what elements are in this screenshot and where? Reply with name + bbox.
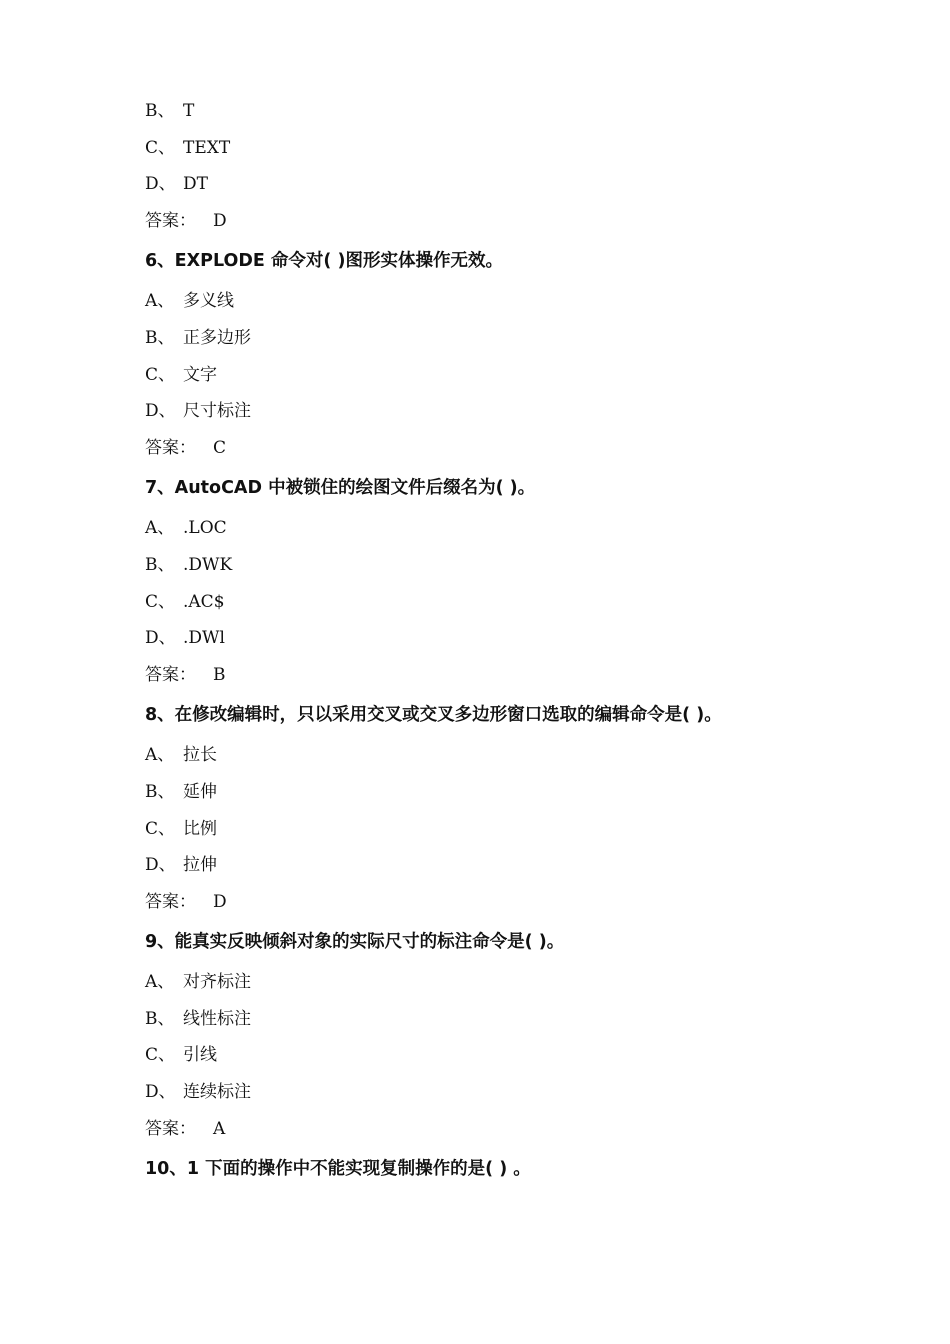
option-letter: B、	[145, 101, 175, 121]
option-letter: D、	[145, 401, 176, 422]
option-text: DT	[183, 174, 208, 195]
option-letter: B、	[145, 554, 175, 575]
option-text: 对齐标注	[183, 972, 251, 993]
option-item	[145, 1074, 905, 1111]
option-item	[145, 774, 905, 811]
option-item	[145, 393, 905, 430]
option-text: 连续标注	[183, 1082, 251, 1103]
answer-value: D	[213, 210, 227, 231]
question-text: 6、EXPLODE 命令对( )图形实体操作无效。	[145, 251, 504, 272]
option-item	[145, 811, 905, 848]
option-item	[145, 130, 905, 167]
option-letter: D、	[145, 174, 176, 195]
option-letter: A、	[145, 291, 175, 312]
option-text: 线性标注	[183, 1008, 251, 1029]
question-text: 7、AutoCAD 中被锁住的绘图文件后缀名为( )。	[145, 478, 536, 499]
answer-line	[145, 657, 905, 694]
answer-value: A	[213, 1118, 226, 1139]
option-item	[145, 357, 905, 394]
option-letter: A、	[145, 972, 175, 993]
option-item	[145, 1001, 905, 1038]
answer-line	[145, 884, 905, 921]
option-letter: B、	[145, 327, 175, 348]
option-text: .LOC	[183, 518, 227, 539]
option-text: 尺寸标注	[183, 401, 251, 422]
answer-label: 答案：	[145, 891, 196, 912]
answer-label: 答案：	[145, 210, 196, 231]
option-item	[145, 166, 905, 203]
question-text: 8、在修改编辑时，只以采用交叉或交叉多边形窗口选取的编辑命令是( )。	[145, 705, 722, 726]
option-text: 正多边形	[183, 327, 251, 348]
option-item	[145, 847, 905, 884]
option-letter: C、	[145, 591, 176, 612]
option-text: 拉长	[183, 745, 217, 766]
option-item	[145, 964, 905, 1001]
question-text: 9、能真实反映倾斜对象的实际尺寸的标注命令是( )。	[145, 932, 565, 953]
answer-label: 答案：	[145, 1118, 196, 1139]
option-item	[145, 620, 905, 657]
question-text: 10、1 下面的操作中不能实现复制操作的是( ) 。	[145, 1159, 531, 1180]
document-page	[145, 93, 905, 1191]
option-letter: B、	[145, 781, 175, 802]
answer-label: 答案：	[145, 437, 196, 458]
option-letter: D、	[145, 1082, 176, 1103]
option-letter: A、	[145, 745, 175, 766]
option-letter: C、	[145, 1045, 176, 1066]
option-text: 文字	[183, 364, 217, 385]
answer-value: C	[213, 437, 227, 458]
option-item	[145, 547, 905, 584]
option-item	[145, 1037, 905, 1074]
option-item	[145, 584, 905, 621]
option-letter: C、	[145, 818, 176, 839]
option-text: .AC$	[183, 591, 225, 612]
option-text: 多义线	[183, 291, 234, 312]
option-item	[145, 320, 905, 357]
option-letter: A、	[145, 518, 175, 539]
option-letter: C、	[145, 364, 176, 385]
answer-line	[145, 1111, 905, 1148]
option-letter: B、	[145, 1008, 175, 1029]
option-item	[145, 283, 905, 320]
option-text: TEXT	[183, 137, 231, 158]
option-text: 拉伸	[183, 855, 217, 876]
option-letter: C、	[145, 137, 176, 158]
option-item	[145, 737, 905, 774]
option-text: T	[183, 101, 195, 121]
answer-line	[145, 203, 905, 240]
option-letter: D、	[145, 628, 176, 649]
option-text: .DWl	[183, 628, 225, 649]
option-text: 引线	[183, 1045, 217, 1066]
answer-label: 答案：	[145, 664, 196, 685]
answer-value: B	[213, 664, 226, 685]
option-item	[145, 93, 905, 130]
option-item	[145, 510, 905, 547]
answer-value: D	[213, 891, 227, 912]
option-text: 比例	[183, 818, 217, 839]
option-text: 延伸	[183, 781, 217, 802]
option-letter: D、	[145, 855, 176, 876]
option-text: .DWK	[183, 554, 233, 575]
answer-line	[145, 430, 905, 467]
